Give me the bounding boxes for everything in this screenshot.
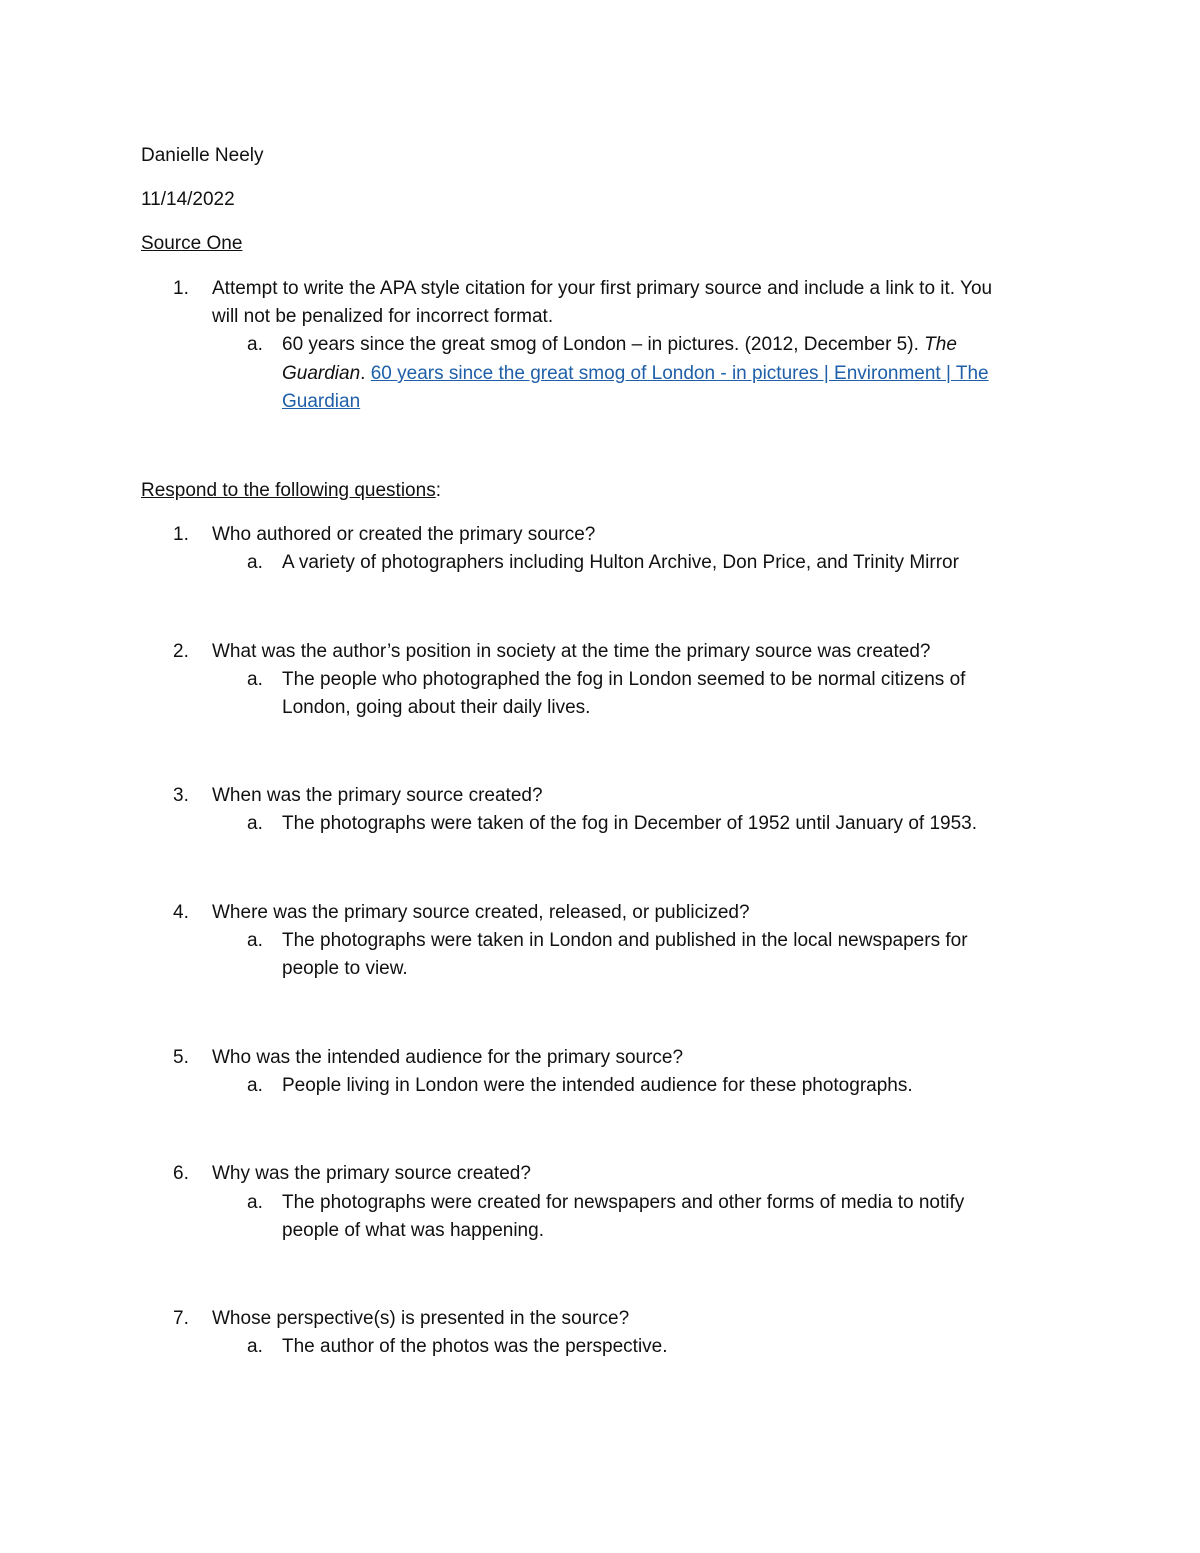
question-number: 6. [173, 1163, 189, 1184]
answer-label: a. [247, 813, 263, 834]
citation-link-line1[interactable]: 60 years since the great smog of London - in pictures | Environment | The [370, 363, 989, 384]
question-number: 5. [173, 1047, 189, 1068]
citation-journal-part1: The [924, 334, 957, 355]
answer-label: a. [247, 552, 263, 573]
questions-heading [141, 477, 441, 506]
answer-text: people of what was happening. [282, 1220, 544, 1241]
question-text: Whose perspective(s) is presented in the source? [212, 1308, 630, 1329]
document-date: 11/14/2022 [141, 189, 235, 210]
answer-label: a. [247, 1336, 263, 1357]
questions-heading-colon: : [435, 480, 441, 501]
question-text: Who was the intended audience for the primary source? [212, 1047, 684, 1068]
answer-text: The people who photographed the fog in London seemed to be normal citizens of [282, 669, 966, 690]
citation-sub-label: a. [247, 334, 263, 355]
answer-text: The photographs were taken in London and published in the local newspapers for [282, 930, 968, 951]
question-number: 3. [173, 785, 189, 806]
citation-journal-part2: Guardian [282, 363, 361, 384]
question-number: 2. [173, 641, 189, 662]
answer-text: people to view. [282, 958, 408, 979]
source-heading: Source One [141, 233, 243, 254]
author-name: Danielle Neely [141, 145, 264, 166]
answer-label: a. [247, 1192, 263, 1213]
citation-period: . [360, 363, 366, 384]
answer-label: a. [247, 1075, 263, 1096]
citation-text [282, 331, 957, 360]
answer-label: a. [247, 930, 263, 951]
question-text: Why was the primary source created? [212, 1163, 531, 1184]
answer-text: The author of the photos was the perspective. [282, 1336, 668, 1357]
question-text: What was the author’s position in society at the time the primary source was created? [212, 641, 931, 662]
question-number: 1. [173, 524, 189, 545]
answer-text: The photographs were taken of the fog in December of 1952 until January of 1953. [282, 813, 978, 834]
citation-prompt-line2: will not be penalized for incorrect format. [212, 306, 554, 327]
answer-text: People living in London were the intended audience for these photographs. [282, 1075, 913, 1096]
citation-prompt-line1: Attempt to write the APA style citation for your first primary source and include a link to it. You [212, 278, 993, 299]
citation-number: 1. [173, 278, 189, 299]
citation-text-line2 [282, 360, 989, 389]
question-number: 4. [173, 902, 189, 923]
question-text: Where was the primary source created, released, or publicized? [212, 902, 750, 923]
question-text: Who authored or created the primary source? [212, 524, 596, 545]
answer-text: A variety of photographers including Hulton Archive, Don Price, and Trinity Mirror [282, 552, 959, 573]
answer-label: a. [247, 669, 263, 690]
answer-text: London, going about their daily lives. [282, 697, 591, 718]
citation-body: 60 years since the great smog of London – in pictures. (2012, December 5). [282, 334, 919, 355]
answer-text: The photographs were created for newspapers and other forms of media to notify [282, 1192, 965, 1213]
citation-link-line2[interactable]: Guardian [282, 391, 361, 412]
questions-heading-text: Respond to the following questions [141, 480, 436, 501]
question-text: When was the primary source created? [212, 785, 543, 806]
question-number: 7. [173, 1308, 189, 1329]
